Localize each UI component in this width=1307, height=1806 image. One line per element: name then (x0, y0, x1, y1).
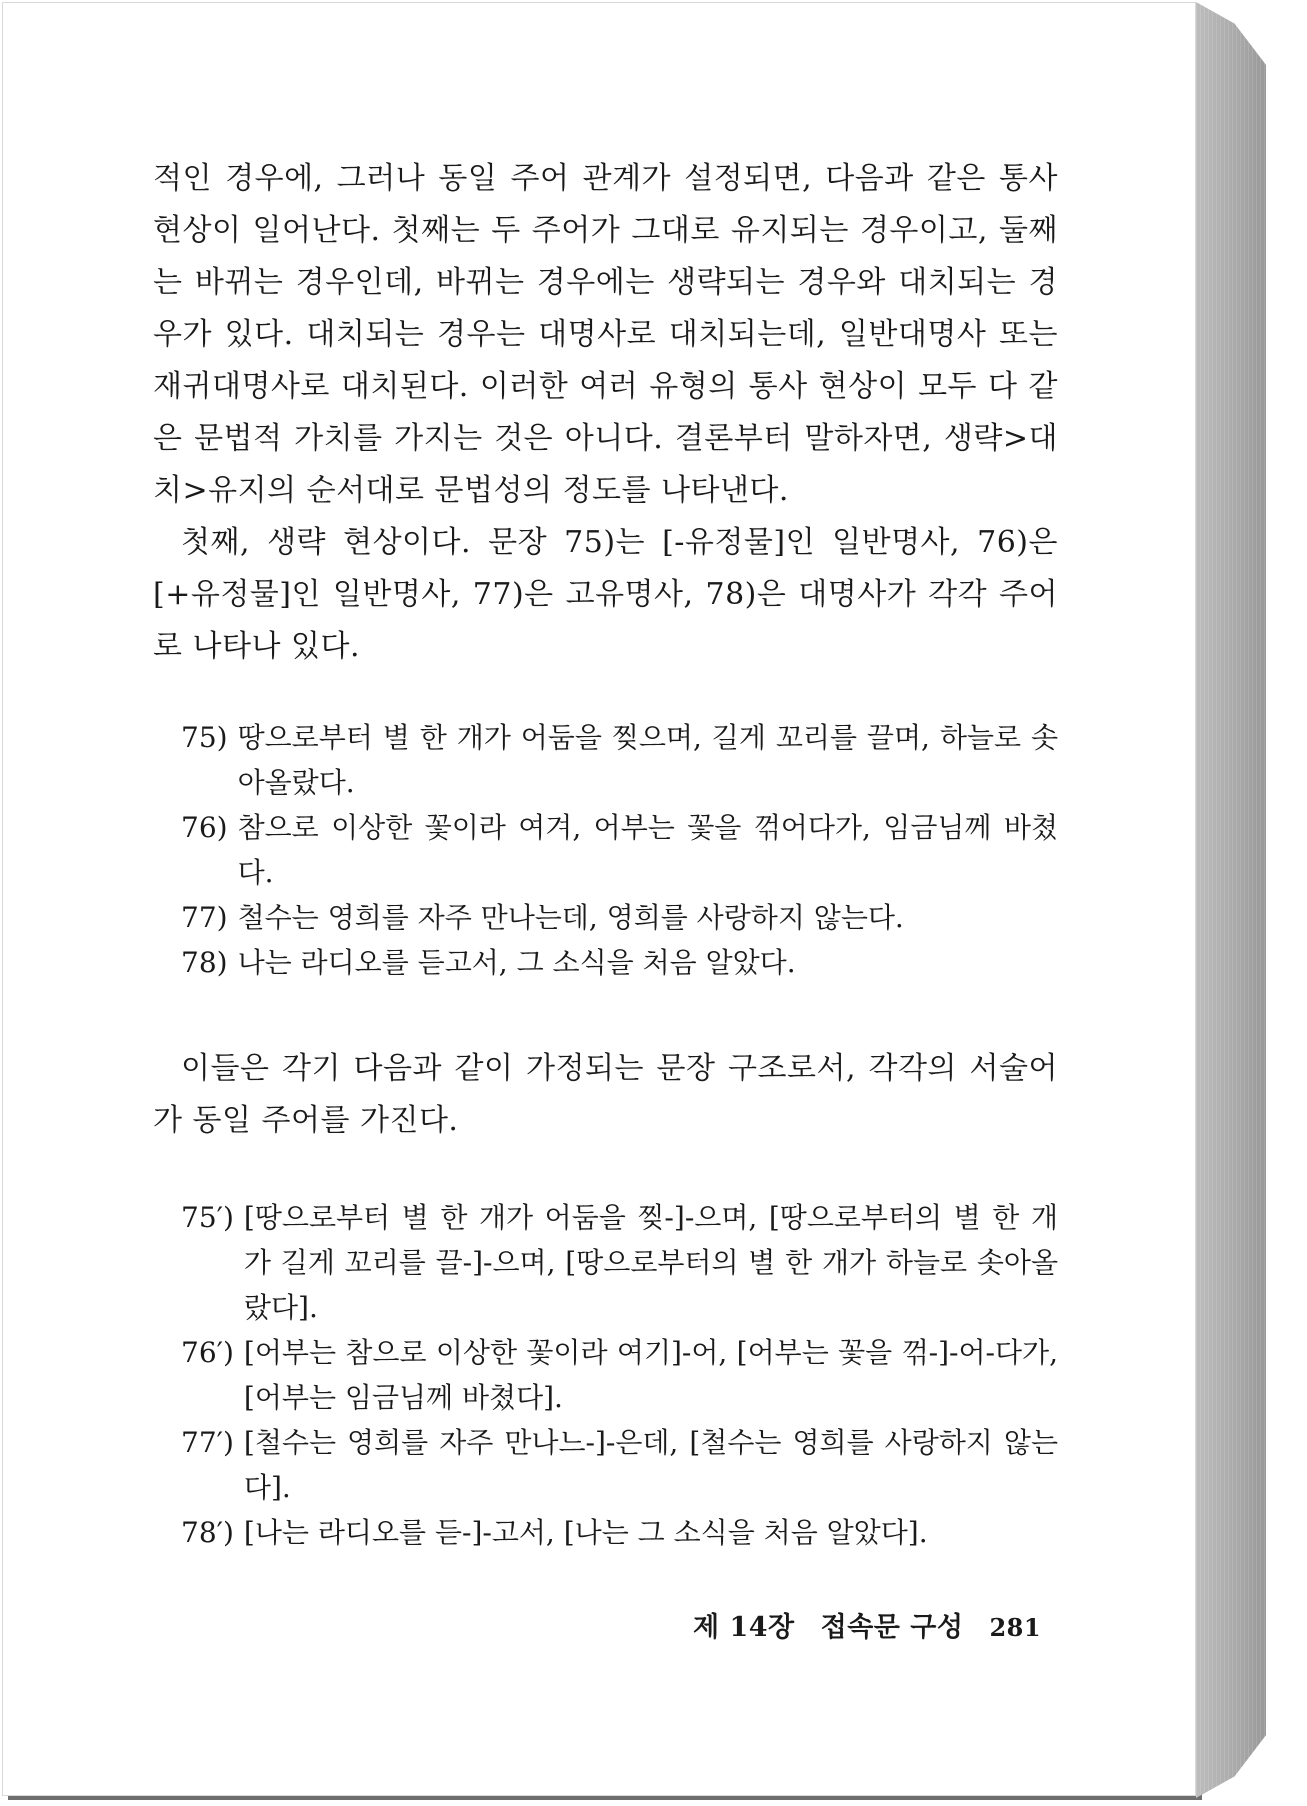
example-item (181, 805, 1058, 895)
example-text: 땅으로부터 별 한 개가 어둠을 찢으며, 길게 꼬리를 끌며, 하늘로 솟아올랐다. (237, 721, 1058, 799)
book-page-edges (1196, 2, 1266, 1798)
example-structure-list (181, 1195, 1058, 1555)
example-list (181, 715, 1058, 985)
example-number: 78) (181, 946, 228, 979)
example-text: [땅으로부터 별 한 개가 어둠을 찢-]-으며, [땅으로부터의 별 한 개가 길게 꼬리를 끌-]-으며, [땅으로부터의 별 한 개가 하늘로 솟아올랐다]. (243, 1201, 1058, 1324)
paragraph-structure: 이들은 각기 다음과 같이 가정되는 문장 구조로서, 각각의 서술어가 동일 주어를 가진다. (153, 1051, 1058, 1138)
example-item (181, 1510, 1058, 1555)
example-item (181, 1330, 1058, 1420)
example-text: 나는 라디오를 듣고서, 그 소식을 처음 알았다. (237, 946, 796, 979)
example-text: 철수는 영희를 자주 만나는데, 영희를 사랑하지 않는다. (237, 901, 904, 934)
example-number: 75′) (181, 1201, 234, 1234)
example-number: 76) (181, 811, 228, 844)
example-item (181, 895, 1058, 940)
example-number: 77) (181, 901, 228, 934)
example-item (181, 940, 1058, 985)
chapter-title: 접속문 구성 (820, 1612, 964, 1643)
page-number: 281 (989, 1613, 1042, 1642)
book-page (2, 2, 1196, 1796)
example-number: 76′) (181, 1336, 234, 1369)
page-content (153, 153, 1058, 1555)
example-item (181, 715, 1058, 805)
chapter-label: 제 14장 (693, 1612, 795, 1643)
example-item (181, 1420, 1058, 1510)
example-number: 78′) (181, 1516, 234, 1549)
example-text: [철수는 영희를 자주 만나느-]-은데, [철수는 영희를 사랑하지 않는다]. (243, 1426, 1058, 1504)
example-number: 77′) (181, 1426, 234, 1459)
example-number: 75) (181, 721, 228, 754)
example-text: 참으로 이상한 꽃이라 여겨, 어부는 꽃을 꺾어다가, 임금님께 바쳤다. (237, 811, 1058, 889)
paragraph-intro: 적인 경우에, 그러나 동일 주어 관계가 설정되면, 다음과 같은 통사 현상이 일어난다. 첫째는 두 주어가 그대로 유지되는 경우이고, 둘째는 바뀌는 경우인데, 바뀌는 경우에는 생략되는 경우와 대치되는 경우가 있다. 대치되는 경우는 대명사로 대치되는데, 일반대명사 또는 재귀대명사로 대치된다. 이러한 여러 유형의 통사 현상이 모두 다 같은 문법적 가치를 가지는 것은 아니다. 결론부터 말하자면, 생략>대치>유지의 순서대로 문법성의 정도를 나타낸다. (153, 161, 1058, 508)
paragraph-omission: 첫째, 생략 현상이다. 문장 75)는 [-유정물]인 일반명사, 76)은 [+유정물]인 일반명사, 77)은 고유명사, 78)은 대명사가 각각 주어로 나타나 있다. (153, 525, 1058, 664)
example-text: [어부는 참으로 이상한 꽃이라 여기]-어, [어부는 꽃을 꺾-]-어-다가, [어부는 임금님께 바쳤다]. (243, 1336, 1058, 1414)
example-item (181, 1195, 1058, 1330)
page-footer (693, 1605, 1041, 1644)
example-text: [나는 라디오를 듣-]-고서, [나는 그 소식을 처음 알았다]. (243, 1516, 928, 1549)
